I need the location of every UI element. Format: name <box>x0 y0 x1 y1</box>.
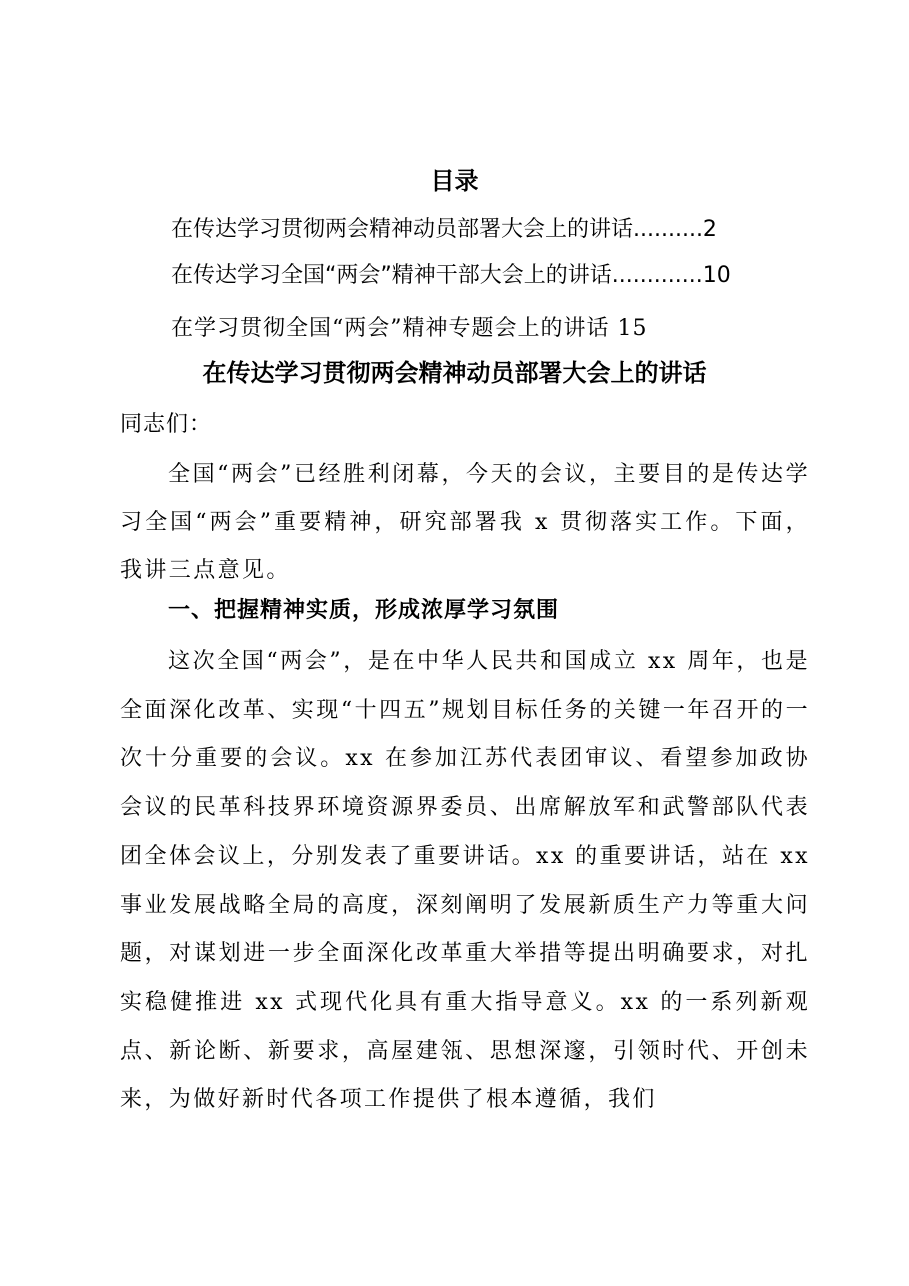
section-1-paragraph: 这次全国“两会”，是在中华人民共和国成立 xx 周年，也是全面深化改革、实现“十四五”规划目标任务的关键一年召开的一次十分重要的会议。xx 在参加江苏代表团审议、看望参加政协会议的民革科技界环境资源界委员、出席解放军和武警部队代表团全体会议上，分别发表了重要讲话。xx 的重要讲话，站在 xx 事业发展战略全局的高度，深刻阐明了发展新质生产力等重大问题，对谋划进一步全面深化改革重大举措等提出明确要求，对扎实稳健推进 xx 式现代化具有重大指导意义。xx 的一系列新观点、新论断、新要求，高屋建瓴、思想深邃，引领时代、开创未来，为做好新时代各项工作提供了根本遵循，我们 <box>120 649 810 1113</box>
section-heading-1: 一、把握精神实质，形成浓厚学习氛围 <box>168 598 560 623</box>
toc-entry-3[interactable]: 在学习贯彻全国“两会”精神专题会上的讲话 15 <box>171 316 648 341</box>
speech-title: 在传达学习贯彻两会精神动员部署大会上的讲话 <box>202 358 707 387</box>
toc-entry-2[interactable]: 在传达学习全国“两会”精神干部大会上的讲话.............10 <box>171 263 731 288</box>
toc-title: 目录 <box>430 167 479 195</box>
intro-paragraph: 全国“两会”已经胜利闭幕，今天的会议，主要目的是传达学习全国“两会”重要精神，研究部署我 x 贯彻落实工作。下面，我讲三点意见。 <box>120 462 810 583</box>
toc-entry-1[interactable]: 在传达学习贯彻两会精神动员部署大会上的讲话..........2 <box>171 217 717 242</box>
salutation: 同志们： <box>120 412 213 437</box>
